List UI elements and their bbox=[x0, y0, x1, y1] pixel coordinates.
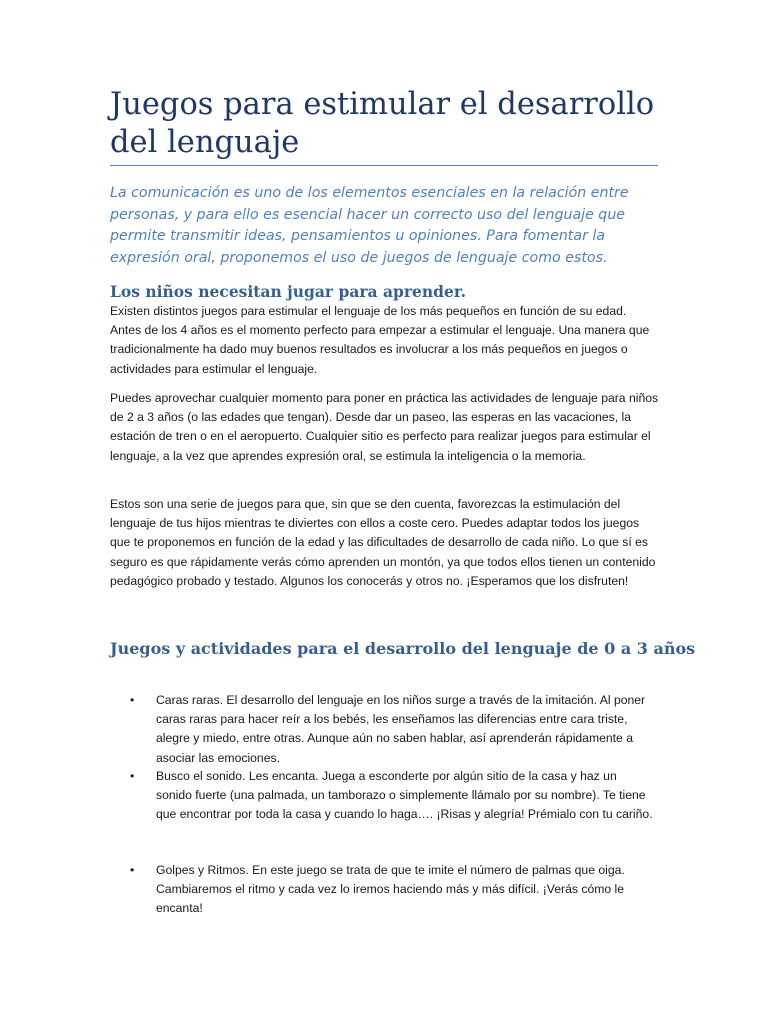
bullet-icon: • bbox=[130, 693, 135, 707]
title-divider bbox=[110, 165, 658, 166]
section-heading-learning: Los niños necesitan jugar para aprender. bbox=[110, 282, 466, 301]
intro-paragraph: La comunicación es uno de los elementos esenciales en la relación entre personas, y para ello es esencial hacer un correcto uso del lenguaje que permite transmitir ideas, pensamientos u opiniones. Para fomentar la expresión oral, proponemos el uso de juegos de lenguaje como estos. bbox=[110, 185, 629, 266]
list-item-text: Caras raras. El desarrollo del lenguaje en los niños surge a través de la imitación. Al poner caras raras para hacer reír a los bebés, les enseñamos las diferencias entre cara triste, alegre y miedo, entre otras. Aunque aún no saben hablar, así aprenderán rápidamente a asociar las emociones. bbox=[156, 693, 646, 765]
document-title: Juegos para estimular el desarrollo del lenguaje bbox=[110, 87, 655, 160]
body-paragraph: Existen distintos juegos para estimular el lenguaje de los más pequeños en función de su edad. Antes de los 4 años es el momento perfecto para empezar a estimular el lenguaje. Una manera que tradicionalmente ha dado muy buenos resultados es involucrar a los más pequeños en juegos o actividades para estimular el lenguaje. bbox=[110, 304, 650, 376]
section-heading-games: Juegos y actividades para el desarrollo del lenguaje de 0 a 3 años bbox=[110, 639, 696, 658]
bullet-icon: • bbox=[130, 863, 135, 877]
body-paragraph: Puedes aprovechar cualquier momento para poner en práctica las actividades de lenguaje para niños de 2 a 3 años (o las edades que tengan). Desde dar un paseo, las esperas en las vacaciones, la estación de tren o en el aeropuerto. Cualquier sitio es perfecto para realizar juegos para estimular el lenguaje, a la vez que aprendes expresión oral, se estimula la inteligencia o la memoria. bbox=[110, 391, 659, 463]
list-item-text: Busco el sonido. Les encanta. Juega a esconderte por algún sitio de la casa y haz un sonido fuerte (una palmada, un tamborazo o simplemente llámalo por su nombre). Te tiene que encontrar por toda la casa y cuando lo haga…. ¡Risas y alegría! Prémialo con tu cariño. bbox=[156, 769, 653, 822]
list-item-text: Golpes y Ritmos. En este juego se trata de que te imite el número de palmas que oiga. Cambiaremos el ritmo y cada vez lo iremos haciendo más y más difícil. ¡Verás cómo le encanta! bbox=[156, 863, 625, 916]
body-paragraph: Estos son una serie de juegos para que, sin que se den cuenta, favorezcas la estimulación del lenguaje de tus hijos mientras te diviertes con ellos a coste cero. Puedes adaptar todos los juegos que te proponemos en función de la edad y las dificultades de desarrollo de cada niño. Lo que sí es seguro es que rápidamente verás cómo aprenden un montón, ya que todos ellos tienen un contenido pedagógico probado y testado. Algunos los conocerás y otros no. ¡Esperamos que los disfruten! bbox=[110, 497, 656, 588]
bullet-icon: • bbox=[130, 769, 135, 783]
